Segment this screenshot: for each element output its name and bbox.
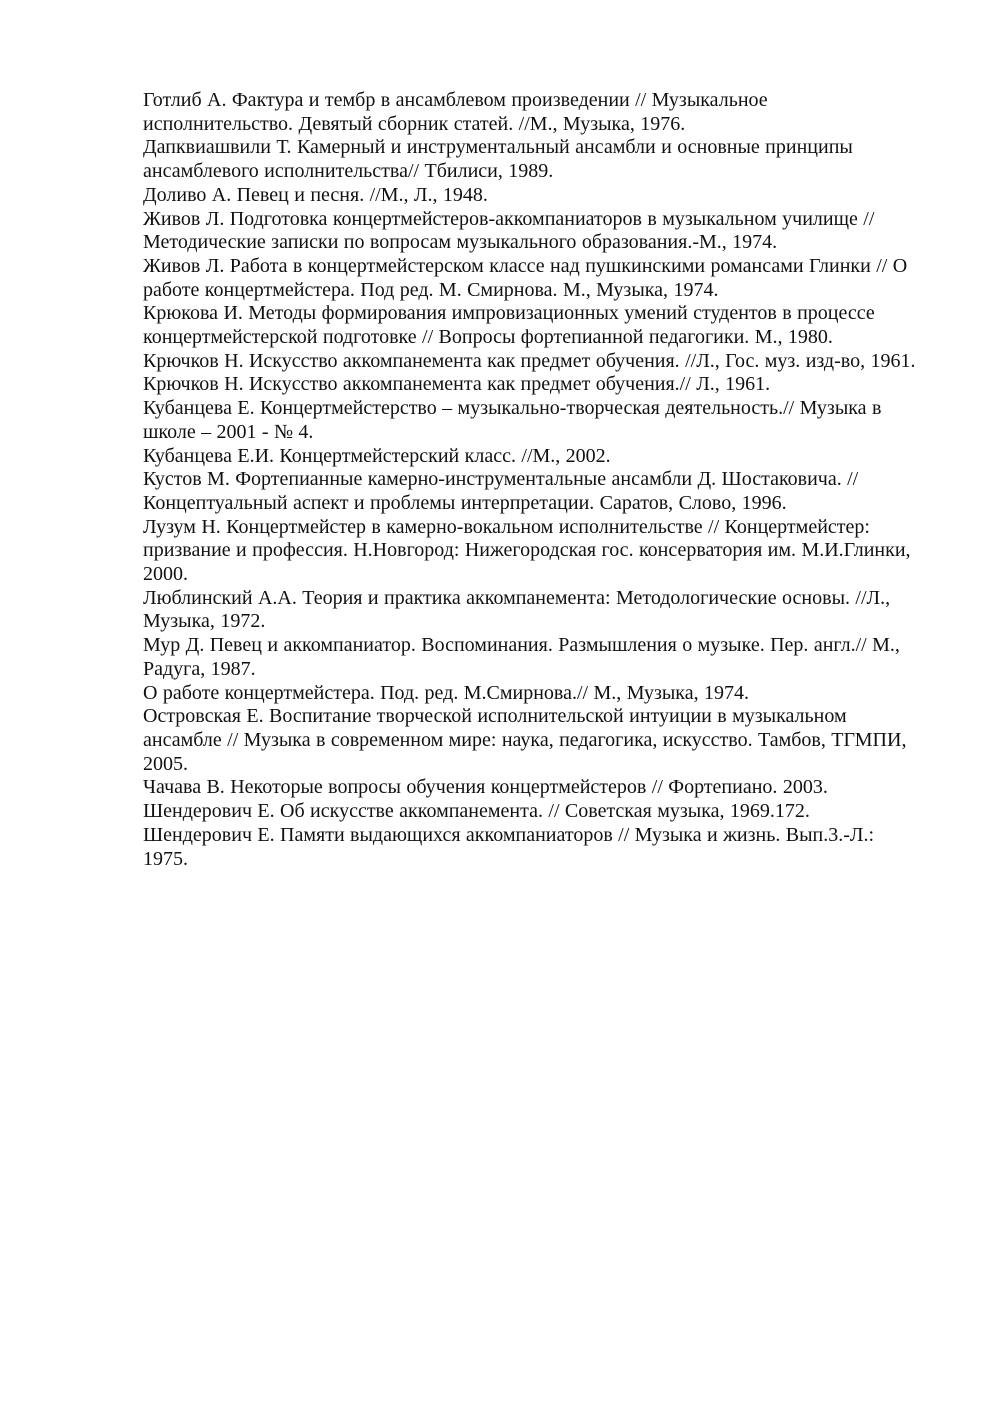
bibliography-entry: Шендерович Е. Об искусстве аккомпанемента. // Советская музыка, 1969.172. — [143, 800, 810, 823]
bibliography-entry: Островская Е. Воспитание творческой исполнительской интуиции в музыкальном ансамбле // Музыка в современном мире: наука, педагогика, искусство. Тамбов, ТГМПИ, 2005. — [143, 705, 907, 775]
bibliography-list — [143, 89, 921, 871]
bibliography-entry: Крюкова И. Методы формирования импровизационных умений студентов в процессе концертмейстерской подготовке // Вопросы фортепианной педагогики. М., 1980. — [143, 302, 875, 349]
bibliography-entry: Доливо А. Певец и песня. //М., Л., 1948. — [143, 183, 488, 206]
bibliography-entry: О работе концертмейстера. Под. ред. М.Смирнова.// М., Музыка, 1974. — [143, 681, 750, 704]
bibliography-entry: Шендерович Е. Памяти выдающихся аккомпаниаторов // Музыка и жизнь. Вып.3.-Л.: 1975. — [143, 823, 875, 870]
bibliography-entry: Дапквиашвили Т. Камерный и инструментальный ансамбли и основные принципы ансамблевого исполнительства// Тбилиси, 1989. — [143, 136, 853, 183]
bibliography-entry: Люблинский А.А. Теория и практика аккомпанемента: Методологические основы. //Л., Музыка, 1972. — [143, 586, 891, 633]
bibliography-entry: Чачава В. Некоторые вопросы обучения концертмейстеров // Фортепиано. 2003. — [143, 776, 828, 799]
bibliography-entry: Живов Л. Работа в концертмейстерском классе над пушкинскими романсами Глинки // О работе концертмейстера. Под ред. М. Смирнова. М., Музыка, 1974. — [143, 254, 908, 301]
bibliography-entry: Живов Л. Подготовка концертмейстеров-аккомпаниаторов в музыкальном училище // Методические записки по вопросам музыкального образования.-М., 1974. — [143, 207, 875, 254]
bibliography-entry: Кустов М. Фортепианные камерно-инструментальные ансамбли Д. Шостаковича. // Концептуальный аспект и проблемы интерпретации. Саратов, Слово, 1996. — [143, 468, 859, 514]
bibliography-entry: Кубанцева Е.И. Концертмейстерский класс. //М., 2002. — [143, 444, 611, 467]
bibliography-entry: Готлиб А. Фактура и тембр в ансамблевом произведении // Музыкальное исполнительство. Девятый сборник статей. //М., Музыка, 1976. — [143, 89, 768, 135]
bibliography-entry: Мур Д. Певец и аккомпаниатор. Воспоминания. Размышления о музыке. Пер. англ.// М., Радуга, 1987. — [143, 634, 900, 680]
bibliography-entry: Крючков Н. Искусство аккомпанемента как предмет обучения. //Л., Гос. муз. изд-во, 1961. — [143, 349, 916, 372]
bibliography-entry: Кубанцева Е. Концертмейстерство – музыкально-творческая деятельность.// Музыка в школе – 2001 - № 4. — [143, 397, 882, 443]
bibliography-entry: Крючков Н. Искусство аккомпанемента как предмет обучения.// Л., 1961. — [143, 373, 771, 396]
bibliography-entry: Лузум Н. Концертмейстер в камерно-вокальном исполнительстве // Концертмейстер: призвание и профессия. Н.Новгород: Нижегородская гос. консерватория им. М.И.Глинки, 2000. — [143, 515, 911, 586]
